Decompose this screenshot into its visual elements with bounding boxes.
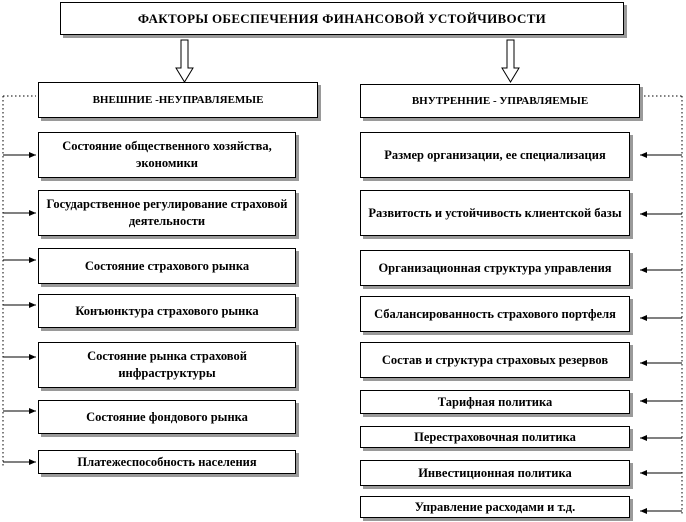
external-factor-economy [38, 132, 296, 178]
internal-factor-org-structure [360, 250, 630, 286]
external-factor-label: Конъюнктура страхового рынка [75, 303, 259, 318]
external-connector-rail [3, 96, 36, 468]
title-to-internal-arrow [502, 40, 519, 82]
external-factor-stock-market [38, 400, 296, 434]
internal-factor-label: Тарифная политика [437, 394, 553, 409]
external-header-text: ВНЕШНИЕ -НЕУПРАВЛЯЕМЫЕ [92, 93, 264, 106]
internal-factor-label: Сбалансированность страхового портфеля [374, 306, 616, 321]
internal-factor-reinsurance-policy [360, 426, 630, 448]
internal-factor-client-base [360, 190, 630, 236]
external-factor-label: Состояние рынка страховой инфраструктуры [87, 349, 247, 380]
internal-factor-label: Организационная структура управления [378, 260, 612, 275]
internal-connector-rail [640, 96, 682, 516]
internal-factor-tariff-policy [360, 390, 630, 414]
internal-factor-portfolio-balance [360, 296, 630, 332]
internal-header-text: ВНУТРЕННИЕ - УПРАВЛЯЕМЫЕ [411, 94, 589, 107]
title-to-external-arrow [176, 40, 193, 82]
internal-factor-label: Перестраховочная политика [414, 429, 576, 444]
external-factor-insurance-market [38, 248, 296, 284]
internal-factor-label: Развитость и устойчивость клиентской базы [368, 205, 622, 220]
external-factor-label: Платежеспособность населения [77, 454, 257, 469]
external-factors-header [38, 82, 318, 118]
diagram-title [60, 2, 624, 35]
internal-factor-label: Состав и структура страховых резервов [381, 352, 609, 367]
internal-factor-label: Размер организации, ее специализация [384, 147, 606, 162]
internal-factor-investment-policy [360, 460, 630, 486]
diagram-title-text: ФАКТОРЫ ОБЕСПЕЧЕНИЯ ФИНАНСОВОЙ УСТОЙЧИВОСТИ [137, 10, 547, 26]
external-factor-infrastructure [38, 342, 296, 388]
internal-factor-expense-management [360, 496, 630, 518]
external-factor-solvency [38, 450, 296, 474]
external-factor-label: Состояние страхового рынка [84, 258, 250, 273]
internal-factor-size [360, 132, 630, 178]
internal-factor-label: Инвестиционная политика [418, 465, 572, 480]
external-factor-label: Государственное регулирование страховой деятельности [46, 197, 288, 228]
internal-factors-header [360, 84, 640, 118]
external-factor-state-regulation [38, 190, 296, 236]
external-factor-label: Состояние общественного хозяйства, экономики [62, 139, 272, 170]
internal-factor-reserves [360, 342, 630, 378]
external-factor-market-conjuncture [38, 294, 296, 328]
external-factor-label: Состояние фондового рынка [86, 409, 248, 424]
internal-factor-label: Управление расходами и т.д. [414, 499, 576, 514]
